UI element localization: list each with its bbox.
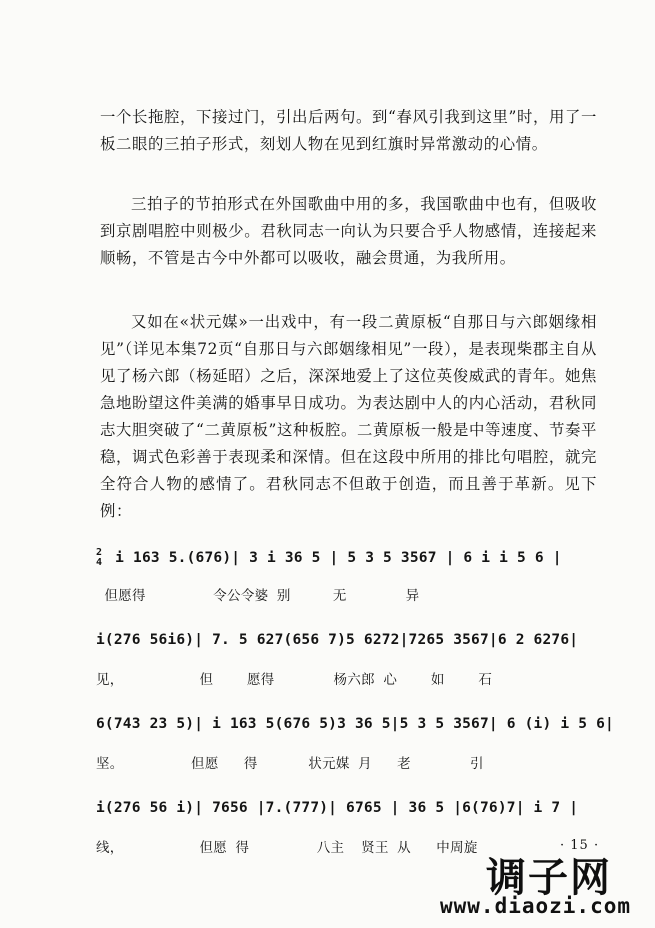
notation-text: i 163 5.(676)| 3 i 36 5 | 5 3 5 3567 | 6 i i 5 6 | — [106, 550, 562, 566]
paragraph-1: 一个长拖腔，下接过门，引出后两句。到“春风引我到这里”时，用了一板二眼的三拍子形式，刻划人物在见到红旗时异常激动的心情。 — [100, 108, 597, 153]
score-line-3 — [96, 708, 612, 792]
score-line-1 — [96, 540, 612, 624]
notation-row: i(276 56 i)| 7656 |7.(777)| 6765 | 36 5 |6(76)7| i 7 | — [96, 800, 579, 816]
notation-row: i(276 56i6)| 7. 5 627(656 7)5 6272|7265 3567|6 2 6276| — [96, 632, 579, 648]
page-number: · 15 · — [560, 838, 600, 853]
lyrics-row: 坚。 但愿 得 状元媒 月 老 引 — [96, 756, 484, 772]
watermark-url: www.diaozi.com — [440, 894, 632, 918]
lyrics-row: 但愿得 令公令婆 别 无 异 — [96, 588, 420, 604]
time-signature-bottom: 4 — [96, 557, 103, 568]
paragraph-2: 三拍子的节拍形式在外国歌曲中用的多，我国歌曲中也有，但吸收到京剧唱腔中则极少。君秋同志一向认为只要合乎人物感情，连接起来顺畅，不管是古今中外都可以吸收，融会贯通，为我所用。 — [100, 195, 597, 267]
time-signature — [96, 548, 102, 568]
watermark-logo: 调子网 — [486, 855, 612, 901]
notation-row — [96, 548, 612, 568]
music-score — [96, 540, 612, 876]
lyrics-row: 线， 但愿 得 八主 贤王 从 中周旋 — [96, 840, 478, 856]
lyrics-row: 见， 但 愿得 杨六郎 心 如 石 — [96, 672, 493, 688]
notation-row: 6(743 23 5)| i 163 5(676 5)3 36 5|5 3 5 3567| 6 (i) i 5 6| — [96, 716, 614, 732]
score-line-2 — [96, 624, 612, 708]
time-signature-top: 2 — [96, 547, 103, 558]
paragraph-3: 又如在«状元媒»一出戏中，有一段二黄原板“自那日与六郎姻缘相见”（详见本集72页“自那日与六郎姻缘相见”一段），是表现柴郡主自从见了杨六郎（杨延昭）之后，深深地爱上了这位英俊威武的青年。她焦急地盼望这件美满的婚事早日成功。为表达剧中人的内心活动，君秋同志大胆突破了“二黄原板”这种板腔。二黄原板一般是中等速度、节奏平稳，调式色彩善于表现柔和深情。但在这段中所用的排比句唱腔，就完全符合人物的感情了。君秋同志不但敢于创造，而且善于革新。见下例： — [100, 313, 597, 520]
